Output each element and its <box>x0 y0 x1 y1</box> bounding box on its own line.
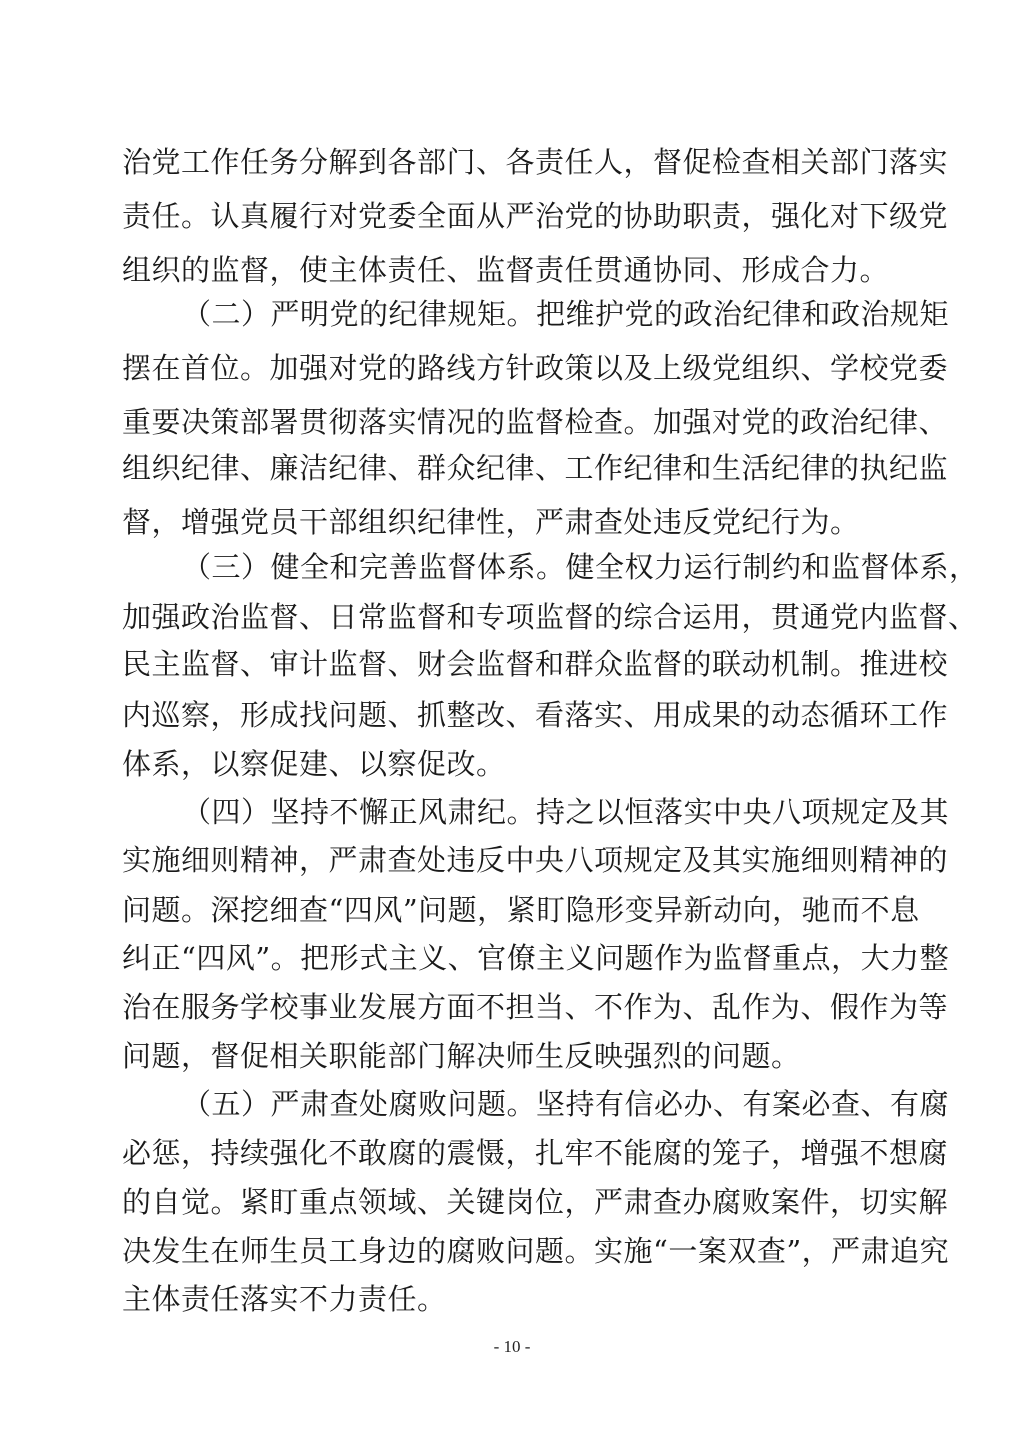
text-line: 主体责任落实不力责任。 <box>122 1282 447 1316</box>
text-line: 的自觉。紧盯重点领域、关键岗位，严肃查办腐败案件，切实解 <box>122 1185 949 1219</box>
text-line: 治党工作任务分解到各部门、各责任人，督促检查相关部门落实 <box>122 145 949 179</box>
text-line: 重要决策部署贯彻落实情况的监督检查。加强对党的政治纪律、 <box>122 405 949 439</box>
text-line: 决发生在师生员工身边的腐败问题。实施“一案双查”，严肃追究 <box>122 1234 950 1268</box>
text-line: 组织的监督，使主体责任、监督责任贯通协同、形成合力。 <box>122 253 890 287</box>
text-line: 摆在首位。加强对党的路线方针政策以及上级党组织、学校党委 <box>122 351 949 385</box>
text-line: 加强政治监督、日常监督和专项监督的综合运用，贯通党内监督、 <box>122 600 978 634</box>
text-line: 组织纪律、廉洁纪律、群众纪律、工作纪律和生活纪律的执纪监 <box>122 451 949 485</box>
text-line: 问题。深挖细查“四风”问题，紧盯隐形变异新动向，驰而不息 <box>122 893 920 927</box>
text-line: 纠正“四风”。把形式主义、官僚主义问题作为监督重点，大力整 <box>122 941 950 975</box>
text-line: （五）严肃查处腐败问题。坚持有信必办、有案必查、有腐 <box>182 1087 950 1121</box>
text-line: （三）健全和完善监督体系。健全权力运行制约和监督体系， <box>182 550 979 584</box>
text-line: （二）严明党的纪律规矩。把维护党的政治纪律和政治规矩 <box>182 297 950 331</box>
text-line: 必惩，持续强化不敢腐的震慑，扎牢不能腐的笼子，增强不想腐 <box>122 1136 949 1170</box>
page-number: - 10 - <box>493 1337 531 1356</box>
text-line: 内巡察，形成找问题、抓整改、看落实、用成果的动态循环工作 <box>122 698 949 732</box>
text-line: 体系，以察促建、以察促改。 <box>122 747 506 781</box>
text-line: 问题，督促相关职能部门解决师生反映强烈的问题。 <box>122 1039 801 1073</box>
text-line: 责任。认真履行对党委全面从严治党的协助职责，强化对下级党 <box>122 199 949 233</box>
text-line: 民主监督、审计监督、财会监督和群众监督的联动机制。推进校 <box>122 647 949 681</box>
text-line: 实施细则精神，严肃查处违反中央八项规定及其实施细则精神的 <box>122 843 949 877</box>
text-line: 督，增强党员干部组织纪律性，严肃查处违反党纪行为。 <box>122 505 860 539</box>
text-line: （四）坚持不懈正风肃纪。持之以恒落实中央八项规定及其 <box>182 795 950 829</box>
text-line: 治在服务学校事业发展方面不担当、不作为、乱作为、假作为等 <box>122 990 949 1024</box>
